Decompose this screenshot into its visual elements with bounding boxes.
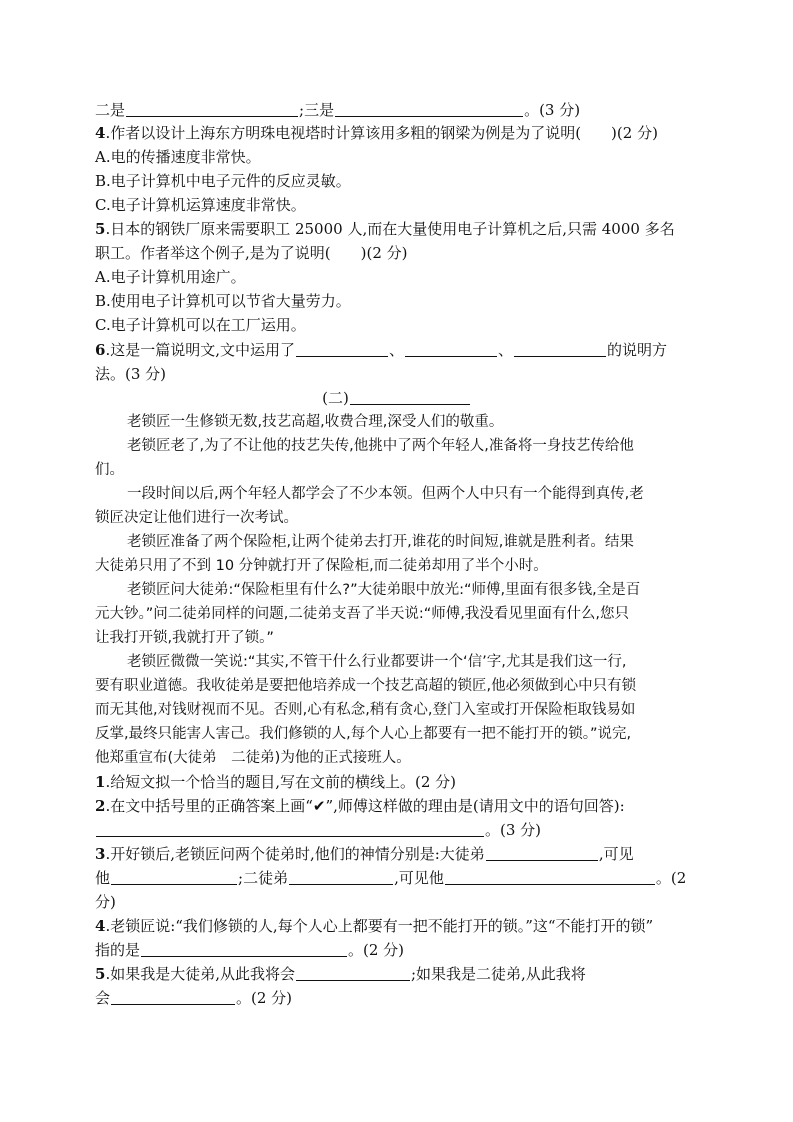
s2-q3-text1: .开好锁后,老锁匠问两个徒弟时,他们的神情分别是:大徒弟 [105,845,485,863]
section2-title-blank[interactable] [350,389,470,405]
passage-line: 元大钞。”问二徒弟同样的问题,二徒弟支吾了半天说:“师傅,我没看见里面有什么,您只 [95,606,629,622]
s2-q3-line1 [95,843,634,865]
q4-option-b[interactable]: B.电子计算机中电子元件的反应灵敏。 [95,172,351,190]
s2-q5-score: 。(2 分) [236,989,293,1007]
q5-stem-line1 [95,218,675,240]
s2-q3-blank-1[interactable] [486,845,598,861]
s2-q2-score: 。(3 分) [485,821,542,839]
s2-q5-text3: 会 [95,989,111,1007]
q3-continued-line [95,99,580,121]
passage-line: 老锁匠准备了两个保险柜,让两个徒弟去打开,谁花的时间短,谁就是胜利者。结果 [127,534,634,550]
q5-option-a[interactable]: A.电子计算机用途广。 [95,268,246,286]
q5-number: 5 [95,220,106,238]
s2-q5-blank-2[interactable] [111,989,235,1005]
s2-q3-number: 3 [95,845,106,863]
q6-blank-3[interactable] [514,341,606,357]
q4-option-c[interactable]: C.电子计算机运算速度非常快。 [95,196,306,214]
q4-stem [95,122,658,144]
s2-q5-line2 [95,987,292,1009]
s2-q3-text5: ,可见他 [394,869,444,887]
passage-line: 大徒弟只用了不到 10 分钟就打开了保险柜,而二徒弟却用了半个小时。 [95,558,548,574]
q3-third-label: ;三是 [299,101,335,119]
q6-blank-2[interactable] [405,341,497,357]
passage-line: 一段时间以后,两个年轻人都学会了不少本领。但两个人中只有一个能得到真传,老 [127,486,644,502]
passage-line: 而无其他,对钱财视而不见。否则,心有私念,稍有贪心,登门入室或打开保险柜取钱易如 [95,702,636,718]
s2-q1 [95,771,456,793]
s2-q5-blank-1[interactable] [296,965,410,981]
q6-sep2: 、 [498,341,514,359]
s2-q3-blank-2[interactable] [111,869,237,885]
q5-option-b[interactable]: B.使用电子计算机可以节省大量劳力。 [95,292,351,310]
q6-sep1: 、 [388,341,404,359]
s2-q3-text4: ;二徒弟 [238,869,289,887]
s2-q2-blank[interactable] [96,821,484,837]
passage-line: 老锁匠老了,为了不让他的技艺失传,他挑中了两个年轻人,准备将一身技艺传给他 [127,438,634,454]
s2-q3-text2: ,可见 [598,845,634,863]
s2-q5-text2: ;如果我是二徒弟,从此我将 [410,965,586,983]
s2-q4-text2: 指的是 [95,941,141,959]
passage-line: 老锁匠一生修锁无数,技艺高超,收费合理,深受人们的敬重。 [127,414,504,430]
s2-q1-number: 1 [95,773,106,791]
q4-option-a[interactable]: A.电的传播速度非常快。 [95,148,261,166]
passage-line: 他郑重宣布(大徒弟 二徒弟)为他的正式接班人。 [95,750,411,766]
s2-q4-line1 [95,915,653,937]
s2-q3-line2 [95,867,686,889]
s2-q4-score: 。(2 分) [348,941,405,959]
q6-blank-1[interactable] [296,341,388,357]
passage-line: 要有职业道德。我收徒弟是要把他培养成一个技艺高超的锁匠,他必须做到心中只有锁 [95,678,637,694]
q3-blank-third[interactable] [335,101,523,117]
s2-q2-text: .在文中括号里的正确答案上画“✔”,师傅这样做的理由是(请用文中的语句回答): [105,797,625,815]
s2-q5-text1: .如果我是大徒弟,从此我将会 [105,965,295,983]
s2-q4-line2 [95,939,404,961]
q3-blank-second[interactable] [126,101,298,117]
q3-second-label: 二是 [95,101,126,119]
s2-q4-text1: .老锁匠说:“我们修锁的人,每个人心上都要有一把不能打开的锁。”这“不能打开的锁” [105,917,654,935]
s2-q3-text6: 。(2 [655,869,687,887]
section2-heading-label: (二) [322,389,349,407]
passage-line: 老锁匠微微一笑说:“其实,不管干什么行业都要讲一个‘信’字,尤其是我们这一行, [127,654,627,670]
passage-line: 反掌,最终只能害人害己。我们修锁的人,每个人心上都要有一把不能打开的锁。”说完, [95,726,632,742]
q6-number: 6 [95,341,106,359]
s2-q3-text3: 他 [95,869,111,887]
s2-q4-blank[interactable] [141,941,347,957]
q6-stem-text2: 的说明方 [607,341,668,359]
passage-line: 让我打开锁,我就打开了锁。” [95,630,274,646]
s2-q1-text: .给短文拟一个恰当的题目,写在文前的横线上。(2 分) [105,773,456,791]
q3-score: 。(3 分) [524,101,581,119]
passage-line: 锁匠决定让他们进行一次考试。 [95,510,298,526]
q4-number: 4 [95,124,106,142]
q6-stem-text1: .这是一篇说明文,文中运用了 [105,341,295,359]
s2-q2-answer-line [95,819,541,841]
s2-q5-line1 [95,963,586,985]
s2-q5-number: 5 [95,965,106,983]
section2-heading [0,387,793,409]
passage-line: 们。 [95,462,124,478]
passage-line: 老锁匠问大徒弟:“保险柜里有什么?”大徒弟眼中放光:“师傅,里面有很多钱,全是百 [127,582,641,598]
s2-q3-line3: 分) [95,893,116,911]
s2-q3-blank-4[interactable] [445,869,655,885]
s2-q2-number: 2 [95,797,106,815]
q5-stem-line2: 职工。作者举这个例子,是为了说明( )(2 分) [95,244,408,262]
s2-q3-blank-3[interactable] [289,869,393,885]
q6-line1 [95,339,667,361]
s2-q4-number: 4 [95,917,106,935]
q4-stem-text: .作者以设计上海东方明珠电视塔时计算该用多粗的钢梁为例是为了说明( )(2 分) [105,124,658,142]
s2-q2 [95,795,625,817]
q5-stem-text1: .日本的钢铁厂原来需要职工 25000 人,而在大量使用电子计算机之后,只需 4000 多名 [105,220,675,238]
q6-line2: 法。(3 分) [95,365,167,383]
q5-option-c[interactable]: C.电子计算机可以在工厂运用。 [95,316,306,334]
